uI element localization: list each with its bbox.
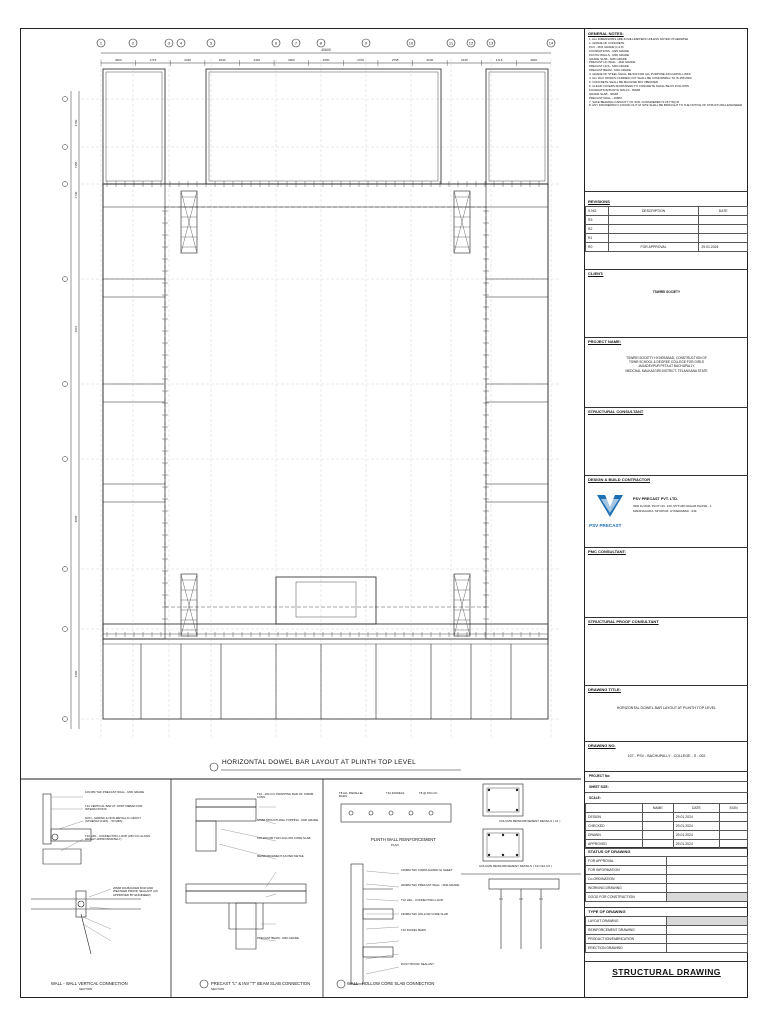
sheet-size-label: SHEET SIZE:	[589, 785, 609, 790]
project-line-4: MEDCHAL MALKAJGIRI DISTRICT, TELANGANA STATE	[625, 368, 708, 373]
dim-label: 2640	[426, 58, 434, 62]
dim-label: 1715	[149, 58, 157, 62]
scale-label: SCALE:	[589, 796, 601, 801]
drawing-title-label: DRAWING TITLE:	[588, 687, 621, 692]
wall-hcs-note-5: T10 DOWEL BARS	[401, 928, 426, 932]
drawing-no-label: DRAWING NO.	[588, 743, 616, 748]
plinth-wall-sub: PLAN	[391, 843, 399, 847]
rev-row-date: 29.01.2024	[699, 243, 748, 252]
plan-drawing	[21, 29, 581, 997]
status-title: STATUS OF DRAWING	[588, 849, 631, 854]
type-box	[667, 935, 748, 944]
contractor-addr-1: 3RD FLOOR, PLOT NO. 130, MYTHRI NAGAR PHASE - 1	[633, 504, 712, 508]
beam-slab-note-2: 60MM STRUCTURAL TOPPING - M30 GRADE	[257, 818, 319, 822]
sign-header: NAME	[642, 804, 673, 813]
type-item: PRODUCTION/FABRICATION	[586, 935, 667, 944]
project-line-1: TSWREI SOCIETY HYDERABAD, CONSTRUCTION OF	[626, 356, 707, 360]
plinth-label-3: T8 @ 150 C/C	[419, 791, 438, 795]
rev-row-date	[699, 234, 748, 243]
psv-logo-icon	[593, 493, 627, 523]
dim-label: 2795	[391, 58, 399, 62]
general-note: FOUNDATION/PLINTH WALLS - 50MM	[589, 87, 641, 92]
dim-label: 4440	[253, 58, 261, 62]
grid-bubble-label: 12	[468, 40, 474, 46]
general-note: GRADE SLAB - 30MM	[589, 91, 619, 96]
general-note: 6. CLEAR COVERS MAINTAINED TO CONCRETE SHALL BE AS FOLLOWS	[589, 83, 689, 88]
grid-bubble-label: 2	[131, 40, 135, 46]
wall-hcs-note-6: DUST PROOF SEALANT	[401, 962, 434, 966]
rev-row-desc	[608, 216, 699, 225]
rev-row-sno: R1	[586, 234, 609, 243]
general-note: PRECAST HC WALL - M40 GRADE	[589, 60, 636, 65]
sign-sign	[720, 813, 748, 822]
dim-label: 4600	[114, 58, 122, 62]
proof-title: STRUCTURAL PROOF CONSULTANT	[588, 619, 659, 624]
rev-header-sno: S.NO.	[586, 207, 609, 216]
drawing-title: HORIZONTAL DOWEL BAR LAYOUT AT PLINTH TOP LEVEL	[616, 706, 717, 710]
sign-name	[642, 831, 673, 840]
grid-bubble-label: 4	[179, 40, 183, 46]
dim-label: 4600	[530, 58, 538, 62]
grid-bubble-label: 5	[209, 40, 213, 46]
sign-sign	[720, 822, 748, 831]
plan-title: HORIZONTAL DOWEL BAR LAYOUT AT PLINTH TOP LEVEL	[222, 759, 416, 766]
general-note: PRECAST HCS - M40 GRADE	[589, 64, 629, 69]
general-note: PRECAST BEAM - M40 GRADE	[589, 68, 631, 73]
type-item: REINFORCEMENT DRAWING	[586, 926, 667, 935]
sign-role: CHECKED	[586, 822, 643, 831]
status-section	[585, 847, 748, 908]
rev-row-date	[699, 216, 748, 225]
type-box	[667, 944, 748, 953]
dim-label: 3760	[74, 119, 78, 127]
general-note: FOUNDATIONS - M25 GRADE	[589, 48, 630, 53]
type-box	[667, 926, 748, 935]
sign-role: DRAWN	[586, 831, 643, 840]
status-item: GOOD FOR CONSTRUCTION	[586, 893, 667, 902]
grid-bubble-label: 13	[488, 40, 494, 46]
general-note: GRADE SLAB - M25 GRADE	[589, 56, 627, 61]
general-notes-section	[585, 29, 748, 192]
status-item: FOR APPROVAL	[586, 857, 667, 866]
dim-label: 1730	[74, 191, 78, 199]
proof-section	[585, 617, 748, 686]
dim-label: 4050	[322, 58, 330, 62]
contractor-title: DESIGN & BUILD CONTRACTOR	[588, 477, 651, 482]
type-table	[585, 916, 748, 953]
status-box	[667, 884, 748, 893]
dim-label: 2700	[357, 58, 364, 62]
sign-role: APPROVED	[586, 840, 643, 849]
grid-bubble-label: 8	[319, 40, 323, 46]
type-title: TYPE OF DRAWING	[588, 909, 626, 914]
sign-date: 29.01.2024	[673, 831, 719, 840]
beam-slab-note-1: T10 - 150 C/C PROPPING BAR OF 700MM LONG	[257, 792, 314, 800]
drawing-sheet	[20, 28, 748, 998]
project-section	[585, 337, 748, 408]
type-box-selected	[667, 917, 748, 926]
rev-header-desc: DESCRIPTION	[608, 207, 699, 216]
wall-hcs-note-1: 100MM THK CORRUGATED GI SHEET	[401, 868, 453, 872]
sign-date: 29.01.2024	[673, 822, 719, 831]
project-no-label: PROJECT No:	[589, 774, 611, 778]
pmc-title: PMC CONSULTANT:	[588, 549, 626, 554]
wall-hcs-title: WALL - HOLLOW CORE SLAB CONNECTION	[347, 981, 435, 986]
general-notes-list	[585, 38, 748, 108]
drawing-area	[21, 29, 581, 997]
status-item: FOR INFORMATION	[586, 866, 667, 875]
grid-bubble-label: 9	[364, 40, 368, 46]
sign-header: SIGN	[720, 804, 748, 813]
client-name: TSWREI SOCIETY	[652, 290, 681, 294]
general-note: 8. ANY DISCREPANCY FOUND OUT AT SITE SHALL BE BROUGHT TO THE NOTICE OF STRUCTURAL ENGINEER	[589, 103, 743, 108]
dim-label: 1715	[495, 58, 503, 62]
grid-bubble-label: 10	[408, 40, 414, 46]
grid-bubble-label: 6	[274, 40, 278, 46]
type-item: LAYOUT DRAWING	[586, 917, 667, 926]
beam-slab-title: PRECAST "L" & INV "T" BEAM SLAB CONNECTION	[211, 981, 311, 986]
col-detail-1-title: COLUMN REINFORCEMENT DETAILS ( C1 )	[499, 819, 561, 823]
general-note: 3. GRADE OF STEEL SHALL BE 500 FOR ALL PURPOSE INCLUDING LINKS	[589, 72, 691, 77]
dim-label: 2445	[184, 58, 191, 62]
rev-header-date: DATE	[699, 207, 748, 216]
wall-wall-sub: SECTION	[79, 987, 93, 991]
grid-bubble-label: 11	[448, 40, 454, 46]
sign-role: DESIGN	[586, 813, 643, 822]
dim-label: 6460	[74, 670, 78, 678]
grid-bubble-label: 7	[294, 40, 298, 46]
drawing-no-section	[585, 741, 748, 772]
grid-bubble-label: 1	[99, 40, 103, 46]
rev-row-sno: R0	[586, 243, 609, 252]
beam-slab-note-5: PRECAST BEAM - M40 GRADE	[257, 936, 299, 940]
structural-consultant-title: STRUCTURAL CONSULTANT	[588, 409, 644, 414]
dim-label: 9585	[74, 515, 78, 523]
logo-text: PSV PRECAST	[589, 523, 622, 528]
drawing-title-section	[585, 685, 748, 742]
meta-section	[585, 771, 748, 804]
sign-header	[586, 804, 643, 813]
wall-wall-note-1: 100 MM THK PRECAST WALL - M30 GRADE	[85, 790, 145, 794]
contractor-section	[585, 475, 748, 548]
general-note: 7. SAFE BEARING CAPACITY OF SOIL CONSIDERED IS 25 T/SQ.M	[589, 99, 680, 104]
general-note: PLINTH WALLS - M30 GRADE	[589, 52, 630, 57]
rev-row-desc: FOR APPROVAL	[608, 243, 699, 252]
structural-consultant-section	[585, 407, 748, 476]
wall-hcs-note-4: 150MM THK HOLLOW CORE SLAB	[401, 912, 448, 916]
rev-row-sno: R2	[586, 225, 609, 234]
wall-wall-note-3: NON - SHRINK & NON-METALLIC GROUT (STRENGTH MIN. - 50 MPA)	[85, 816, 141, 824]
rev-row-desc	[608, 225, 699, 234]
dim-label: 2445	[461, 58, 468, 62]
beam-slab-note-3: 150-200 MM THK HOLLOW CORE SLAB	[257, 836, 311, 840]
plinth-label-2: T10 DOWELS	[386, 791, 405, 795]
general-note: PCC - M15 GRADE (1:4:8)	[589, 44, 624, 49]
project-title: PROJECT NAME:	[588, 339, 622, 344]
rev-row-date	[699, 225, 748, 234]
revisions-title: REVISIONS	[588, 199, 610, 204]
wall-wall-title: WALL - WALL VERTICAL CONNECTION	[51, 981, 128, 986]
col-detail-2-title: COLUMN REINFORCEMENT DETAILS ( C2,C3A,C3 )	[479, 864, 552, 868]
pmc-section	[585, 547, 748, 618]
grid-bubble-label: 3	[167, 40, 171, 46]
contractor-name: PSV PRECAST PVT. LTD.	[633, 497, 679, 501]
beam-slab-sub: SECTION	[211, 987, 225, 991]
general-note: 5. CONCRETE SHALL BE MACHINE MIX VIBRATED	[589, 79, 659, 84]
project-line-2: TSWR SCHOOL & DEGREE COLLEGE FOR GIRLS	[629, 360, 704, 365]
status-box	[667, 866, 748, 875]
drawing-no: 107 - PSV - BACHUPALLY - COLLEGE - S - 002	[627, 754, 706, 758]
status-item: Co-ORDINATION	[586, 875, 667, 884]
general-note: PRECAST WALL - 20MM	[589, 95, 622, 100]
status-table	[585, 856, 748, 902]
general-notes-title: GENERAL NOTES:	[588, 31, 624, 36]
client-title: CLIENT:	[588, 271, 604, 276]
signatures-table	[585, 803, 748, 849]
dim-total: 40600	[321, 48, 331, 52]
dim-label: 3200	[288, 58, 295, 62]
client-section	[585, 269, 748, 338]
sign-name	[642, 822, 673, 831]
sign-header: DATE	[673, 804, 719, 813]
general-note: 2. GRADE OF CONCRETE	[589, 40, 625, 45]
sign-sign	[720, 831, 748, 840]
revisions-section	[585, 191, 748, 270]
plinth-wall-title: PLINTH WALL REINFORCEMENT	[371, 837, 436, 842]
type-section	[585, 907, 748, 962]
dim-label: 7350	[74, 161, 78, 169]
status-box	[667, 857, 748, 866]
signatures-section	[585, 803, 748, 848]
sign-date: 29.01.2024	[673, 840, 719, 849]
status-box	[667, 875, 748, 884]
beam-slab-note-4: REINFORCEMENT AS PER DETAIL	[257, 854, 305, 858]
status-box-selected	[667, 893, 748, 902]
rev-row-sno: R3	[586, 216, 609, 225]
revisions-table	[585, 206, 748, 252]
general-note: 4. ALL RCC WORKS CARRIED OUT SHALL BE CONFIRMING TO IS 456:2000	[589, 76, 692, 81]
footer-title: STRUCTURAL DRAWING	[612, 967, 721, 977]
sign-name	[642, 813, 673, 822]
project-line-3: JAGADEVPUR PETA AT BACHUPALLY,	[638, 364, 695, 369]
wall-hcs-note-2: 200MM THK PRECAST WALL - M40 GRADE	[401, 883, 460, 887]
plinth-label-1: T8 ALL PARALLEL BARS	[339, 791, 364, 799]
dim-label: 2640	[218, 58, 226, 62]
grid-bubble-label: 14	[548, 40, 554, 46]
wall-wall-note-2: T12 VERTICAL BAR AT JOINT REBAR FOR INTERACTIONS	[85, 804, 143, 812]
sign-date: 29.01.2024	[673, 813, 719, 822]
type-item: ERECTION DRAWING	[586, 944, 667, 953]
title-block	[584, 29, 748, 997]
dim-label: 3610	[74, 325, 78, 333]
status-item: WORKING DRAWING	[586, 884, 667, 893]
rev-row-desc	[608, 234, 699, 243]
contractor-addr-2: MADINAGUDA, MIYAPUR, HYDERABAD - 049	[633, 509, 697, 513]
general-note: 1. ALL DIMENSIONS ARE IN MILLIMETERS UNLESS NOTED OTHERWISE	[589, 37, 689, 41]
wall-hcs-note-3: T10 HDL - CONNECTING LOOP	[401, 898, 444, 902]
wall-wall-note-4: T10 HDL - CONNECTING LOOP (250 C/C ALONG HEIGHT APPROXIMATELY)	[85, 834, 151, 842]
wall-wall-note-5: 20MM DIA BACKER ROD AND WEATHER PROOF SEALANT (AS APPROVED BY ENGINEER)	[113, 886, 158, 897]
